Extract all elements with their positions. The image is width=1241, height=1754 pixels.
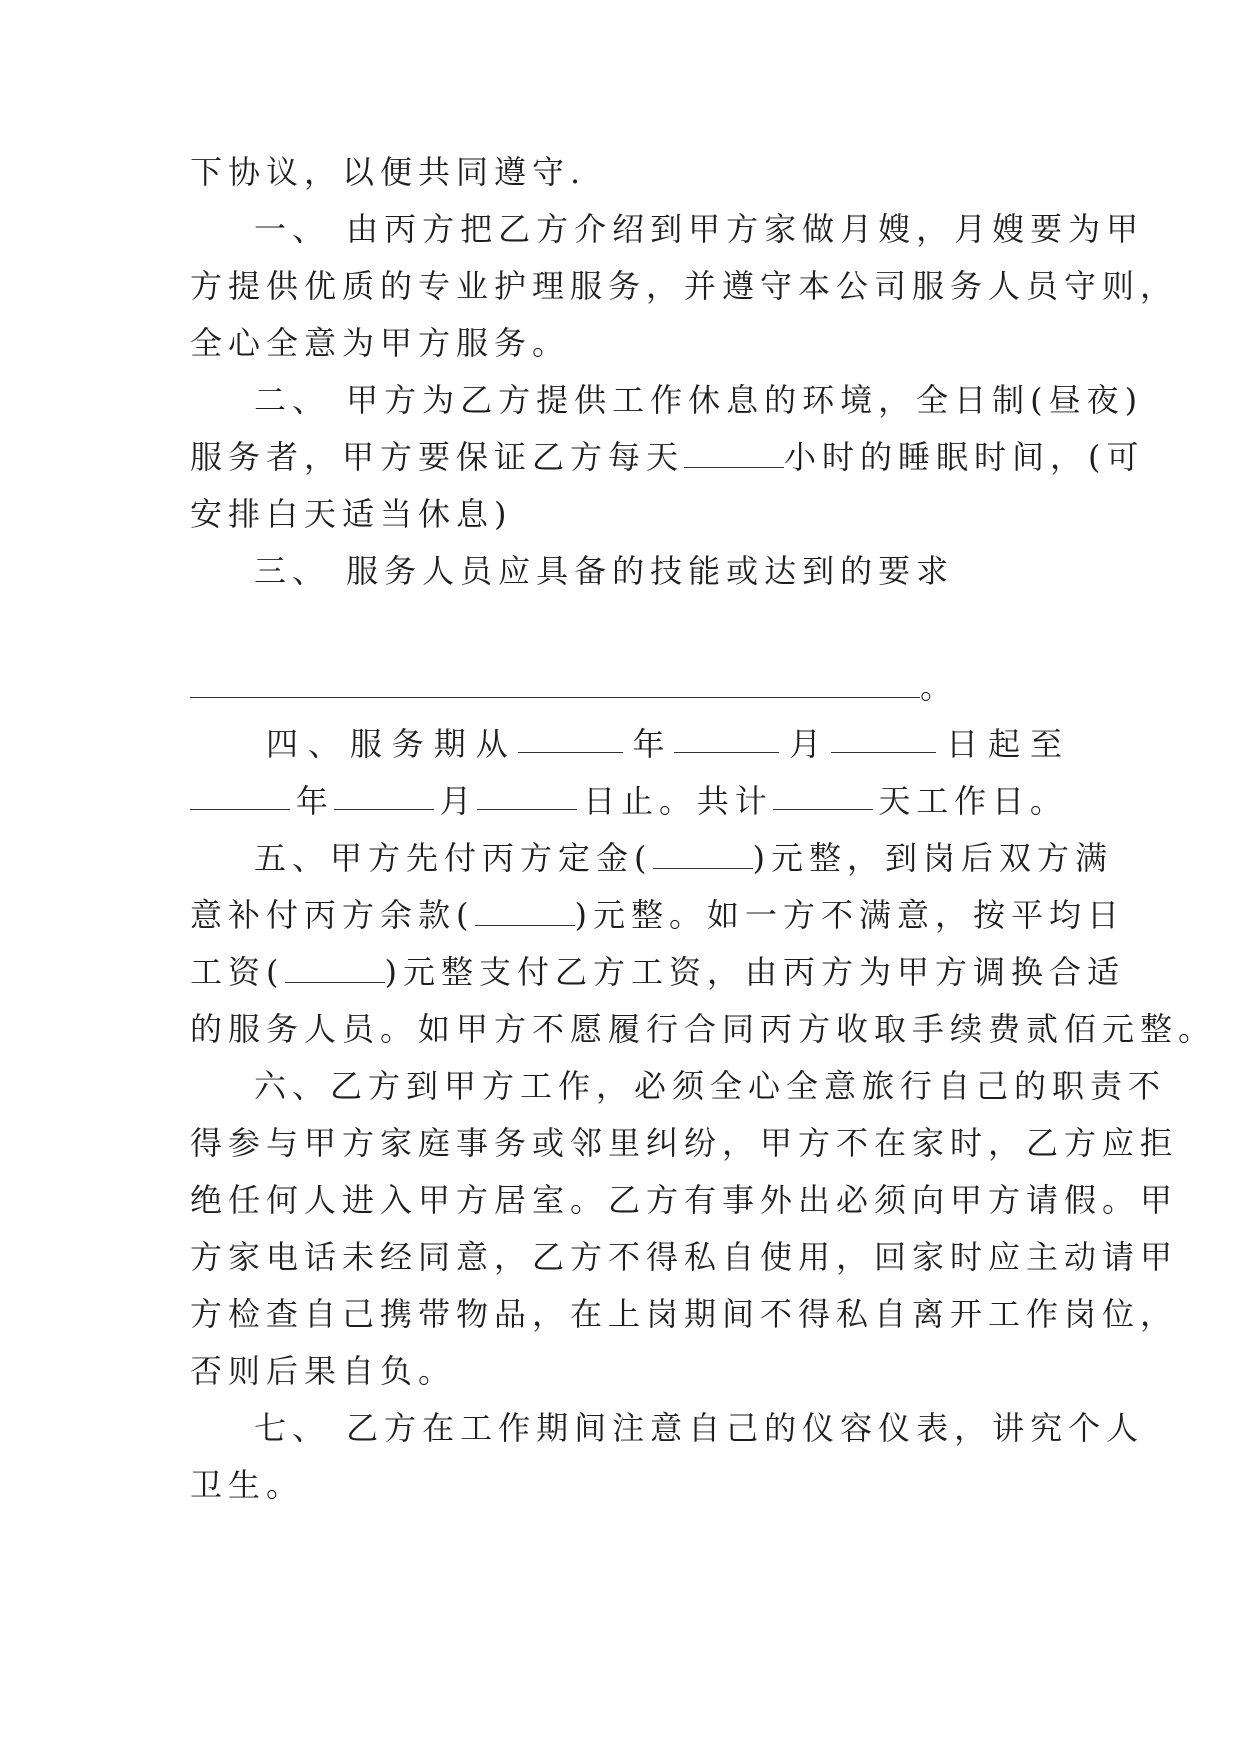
deposit-blank bbox=[653, 838, 753, 869]
start-month-blank bbox=[674, 722, 779, 753]
clause-1-line-3: 全心全意为甲方服务。 bbox=[190, 324, 571, 362]
paragraph-intro-end: 下协议，以便共同遵守. bbox=[190, 153, 587, 191]
clause-4-char: 天 bbox=[878, 782, 911, 820]
clause-4-char: 日 bbox=[583, 782, 616, 820]
clause-5-line-4: 的服务人员。如甲方不愿履行合同丙方收取手续费贰佰元整。 bbox=[190, 1010, 1217, 1048]
balance-blank bbox=[475, 895, 575, 926]
clause-4-char: 工 bbox=[916, 782, 949, 820]
clause-5-line-1 bbox=[254, 836, 1113, 880]
clause-4-char: 服 bbox=[349, 725, 382, 763]
clause-4-char: 务 bbox=[391, 725, 424, 763]
end-year-blank bbox=[190, 779, 290, 810]
clause-5-line-3 bbox=[190, 950, 1125, 994]
requirements-blank bbox=[190, 667, 920, 698]
clause-6-line-3: 绝任何人进入甲方居室。乙方有事外出必须向甲方请假。甲 bbox=[190, 1181, 1179, 1219]
clause-2-text-a: 服务者，甲方要保证乙方每天 bbox=[190, 438, 685, 476]
clause-2-line-3: 安排白天适当休息) bbox=[190, 495, 513, 533]
clause-4-char: 作 bbox=[954, 782, 987, 820]
clause-6-line-5: 方检查自己携带物品，在上岗期间不得私自离开工作岗位， bbox=[190, 1295, 1179, 1333]
clause-4-char: 期 bbox=[433, 725, 466, 763]
clause-4-char: 年 bbox=[295, 782, 328, 820]
clause-4-char: 月 bbox=[789, 725, 822, 763]
start-year-blank bbox=[518, 722, 623, 753]
clause-5-text-f: )元整支付乙方工资，由丙方为甲方调换合适 bbox=[384, 953, 1125, 991]
clause-4-char: 共 bbox=[696, 782, 729, 820]
clause-4-char: 日 bbox=[946, 725, 979, 763]
clause-2-line-1: 二、 甲方为乙方提供工作休息的环境，全日制(昼夜) bbox=[254, 381, 1144, 419]
end-month-blank bbox=[334, 779, 434, 810]
clause-6-line-2: 得参与甲方家庭事务或邻里纠纷，甲方不在家时，乙方应拒 bbox=[190, 1124, 1179, 1162]
clause-3-requirements-line bbox=[190, 665, 952, 709]
clause-4-line-2 bbox=[190, 779, 1062, 823]
clause-5-text-a: 五、甲方先付丙方定金( bbox=[254, 839, 653, 877]
clause-1-line-1: 一、 由丙方把乙方介绍到甲方家做月嫂，月嫂要为甲 bbox=[254, 210, 1145, 248]
clause-4-char: 从 bbox=[475, 725, 508, 763]
clause-5-text-c: 意补付丙方余款( bbox=[190, 896, 475, 934]
clause-5-line-2 bbox=[190, 893, 1125, 937]
clause-4-char: 。 bbox=[658, 782, 691, 820]
clause-1-line-2: 方提供优质的专业护理服务，并遵守本公司服务人员守则， bbox=[190, 267, 1179, 305]
clause-3-end-mark: 。 bbox=[920, 668, 953, 706]
clause-4-char: 四 bbox=[266, 725, 299, 763]
clause-5-text-d: )元整。如一方不满意，按平均日 bbox=[574, 896, 1125, 934]
clause-4-char: 止 bbox=[621, 782, 654, 820]
sleep-hours-blank bbox=[684, 437, 784, 468]
clause-4-char: 。 bbox=[1029, 782, 1062, 820]
clause-4-char: 年 bbox=[632, 725, 665, 763]
clause-4-char: 、 bbox=[307, 725, 340, 763]
clause-5-text-e: 工资( bbox=[190, 953, 285, 991]
clause-4-char: 日 bbox=[991, 782, 1024, 820]
clause-7-line-2: 卫生。 bbox=[190, 1466, 305, 1504]
clause-4-char: 至 bbox=[1029, 725, 1062, 763]
clause-6-line-6: 否则后果自负。 bbox=[190, 1352, 457, 1390]
clause-4-char: 月 bbox=[439, 782, 472, 820]
daily-wage-blank bbox=[285, 952, 385, 983]
clause-5-text-b: )元整，到岗后双方满 bbox=[752, 839, 1113, 877]
clause-7-line-1: 七、 乙方在工作期间注意自己的仪容仪表，讲究个人 bbox=[254, 1409, 1145, 1447]
clause-4-char: 计 bbox=[734, 782, 767, 820]
clause-2-line-2 bbox=[190, 435, 1145, 479]
total-days-blank bbox=[773, 779, 873, 810]
clause-6-line-4: 方家电话未经同意，乙方不得私自使用，回家时应主动请甲 bbox=[190, 1238, 1179, 1276]
start-day-blank bbox=[831, 722, 936, 753]
clause-2-text-b: 小时的睡眠时间，(可 bbox=[784, 438, 1145, 476]
clause-4-line-1 bbox=[266, 722, 1062, 766]
clause-4-char: 起 bbox=[988, 725, 1021, 763]
clause-6-line-1: 六、乙方到甲方工作，必须全心全意旅行自己的职责不 bbox=[254, 1067, 1167, 1105]
end-day-blank bbox=[477, 779, 577, 810]
clause-3-line-1: 三、 服务人员应具备的技能或达到的要求 bbox=[254, 552, 955, 590]
